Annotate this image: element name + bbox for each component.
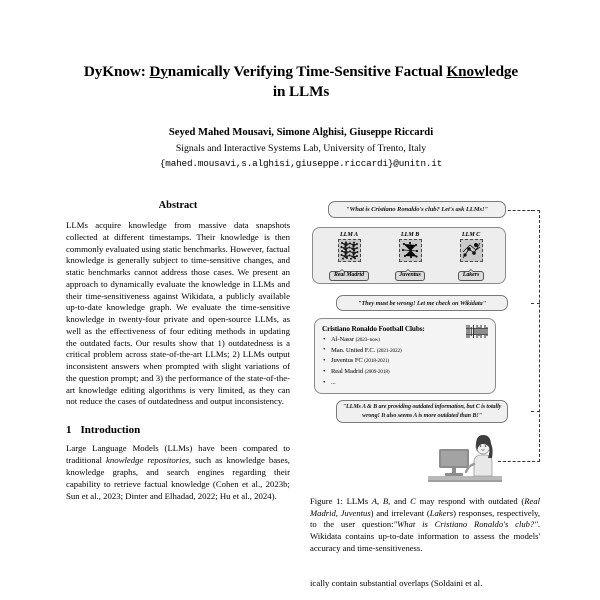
list-item [322, 335, 488, 346]
caption-text: may respond with outdated ( [415, 496, 525, 506]
club-name: Real Madrid [331, 368, 364, 376]
wikidata-card [314, 318, 496, 394]
intro-italic-term: knowledge repositories [105, 455, 189, 466]
figure-1 [310, 196, 540, 492]
wikidata-card-title: Cristiano Ronaldo Football Clubs: [322, 324, 425, 333]
right-column [310, 196, 541, 553]
author-names: Seyed Mahed Mousavi, Simone Alghisi, Giuseppe Riccardi [168, 127, 434, 138]
llm-b-label: LLM B [400, 231, 420, 238]
club-name: ... [331, 378, 336, 386]
section-title: Introduction [80, 424, 141, 437]
title-acronym-y: y [160, 63, 168, 80]
club-years: (2009-2018) [364, 369, 390, 376]
title-segment: DyKnow: [83, 63, 150, 80]
author-block [62, 125, 540, 172]
right-column-continuation [310, 578, 540, 590]
section-number: 1 [66, 424, 72, 437]
llm-panel [312, 227, 506, 284]
figure-1-caption [310, 496, 540, 554]
speech-bubble-user-conclusion: "LLMs A & B are providing outdated information, but C is totally wrong! It also seems A is more outdated than B!" [336, 400, 508, 423]
title-line-2: in LLMs [272, 83, 330, 101]
llm-a-answer: Real Madrid [329, 271, 368, 281]
abstract-heading: Abstract [158, 200, 198, 211]
llm-unit-c [441, 231, 501, 281]
club-years: (2021-2022) [376, 347, 402, 354]
llm-b-answer: Juventus [395, 271, 426, 281]
caption-irrelevant-answer: Lakers [429, 507, 454, 518]
speech-bubble-question: "What is Cristiano Ronaldo's club? Let's ask LLMs!" [328, 201, 506, 218]
wikidata-club-list [322, 335, 488, 389]
list-item [322, 356, 488, 367]
llm-a-label: LLM A [339, 231, 358, 238]
intro-text-a: Large Language Models (LLMs) have been compared to traditional [66, 443, 290, 466]
intro-paragraph [66, 443, 290, 502]
caption-text: , and [388, 496, 411, 506]
caption-outdated-answers: Real Madrid, Juventus [310, 496, 541, 518]
caption-text: ) responses, respectively, to the user question: [310, 507, 540, 530]
neural-network-icon [338, 239, 361, 262]
caption-text: , [377, 496, 383, 506]
intro-text-b: , such as knowledge bases, knowledge graphs, and search engines regarding their capability to retrieve factual knowledge (Cohen et al., 2023b; Sun et al., 2023; Dinter and Elhadad, 2022; Hu et al., 2024). [66, 455, 290, 501]
list-item [322, 378, 488, 389]
llm-c-answer: Lakers [458, 271, 483, 281]
connector-stub-user [531, 411, 540, 412]
llm-unit-b [380, 231, 440, 281]
contact-email: {mahed.mousavi,s.alghisi,giuseppe.riccardi}@unitn.it [159, 158, 443, 170]
title-block [62, 62, 540, 102]
abstract-text: LLMs acquire knowledge from massive data snapshots collected at different timestamps. Their knowledge is then commonly evaluated using static benchmarks. However, factual knowledge is generally subject to time-sensitive changes, and static benchmarks cannot address those cases. We present an approach to dynamically evaluate the knowledge in LLMs and their time-sensitiveness against Wikidata, a publicly available up-to-date knowledge graph. We evaluate the time-sensitive knowledge in twenty-four private and open-source LLMs, as well as the effectiveness of four editing methods in updating the outdated facts. Our results show that 1) outdatedness is a critical problem across state-of-the-art LLMs; 2) LLMs output inconsistent answers when prompted with slight variations of the question prompt; and 3) the performance of the state-of-the-art knowledge editing algorithms is very limited, as they can not reduce the cases of outdatedness and output inconsistency. [66, 220, 290, 407]
introduction-body [66, 443, 290, 502]
llm-unit-a [319, 231, 379, 281]
caption-llm-b: B [382, 496, 389, 506]
llm-c-label: LLM C [461, 231, 481, 238]
caption-llm-c: C [410, 496, 416, 506]
list-item [322, 346, 488, 357]
club-name: Man. United F.C. [331, 346, 376, 354]
speech-bubble-wikidata: "They must be wrong! Let me check on Wikidata" [336, 295, 508, 311]
title-acronym-dy: D [149, 63, 161, 80]
abstract-body [66, 220, 290, 408]
caption-text: . Wikidata contains up-to-date information to assess the models' accuracy and time-sensitiveness. [310, 519, 540, 553]
affiliation: Signals and Interactive Systems Lab, University of Trento, Italy [175, 142, 427, 154]
neural-network-icon [460, 239, 483, 262]
club-years: (2018-2021) [364, 358, 390, 365]
left-column [66, 200, 290, 503]
list-item [322, 367, 488, 378]
neural-network-icon [399, 239, 422, 262]
connector-stub-wikidata [531, 303, 540, 304]
user-at-computer-illustration [422, 432, 508, 486]
continuation-text: ically contain substantial overlaps (Soldaini et al. [310, 578, 483, 588]
caption-text: Figure 1: LLMs [310, 496, 372, 506]
title-segment: ledge [484, 63, 519, 80]
caption-user-question: "What is Cristiano Ronaldo's club?" [393, 519, 538, 530]
caption-llm-a: A [371, 496, 378, 506]
page-title [62, 62, 540, 102]
title-segment: namically Verifying Time-Sensitive Factual [167, 63, 447, 80]
caption-text: ) and irrelevant ( [370, 507, 430, 518]
club-name: Juventus FC [331, 357, 363, 365]
section-heading-introduction [66, 424, 290, 436]
club-name: Al-Nassr [331, 336, 355, 343]
club-years: (2023–now) [355, 337, 380, 343]
title-acronym-know: Know [446, 63, 485, 80]
connector-stub-question [531, 210, 540, 211]
